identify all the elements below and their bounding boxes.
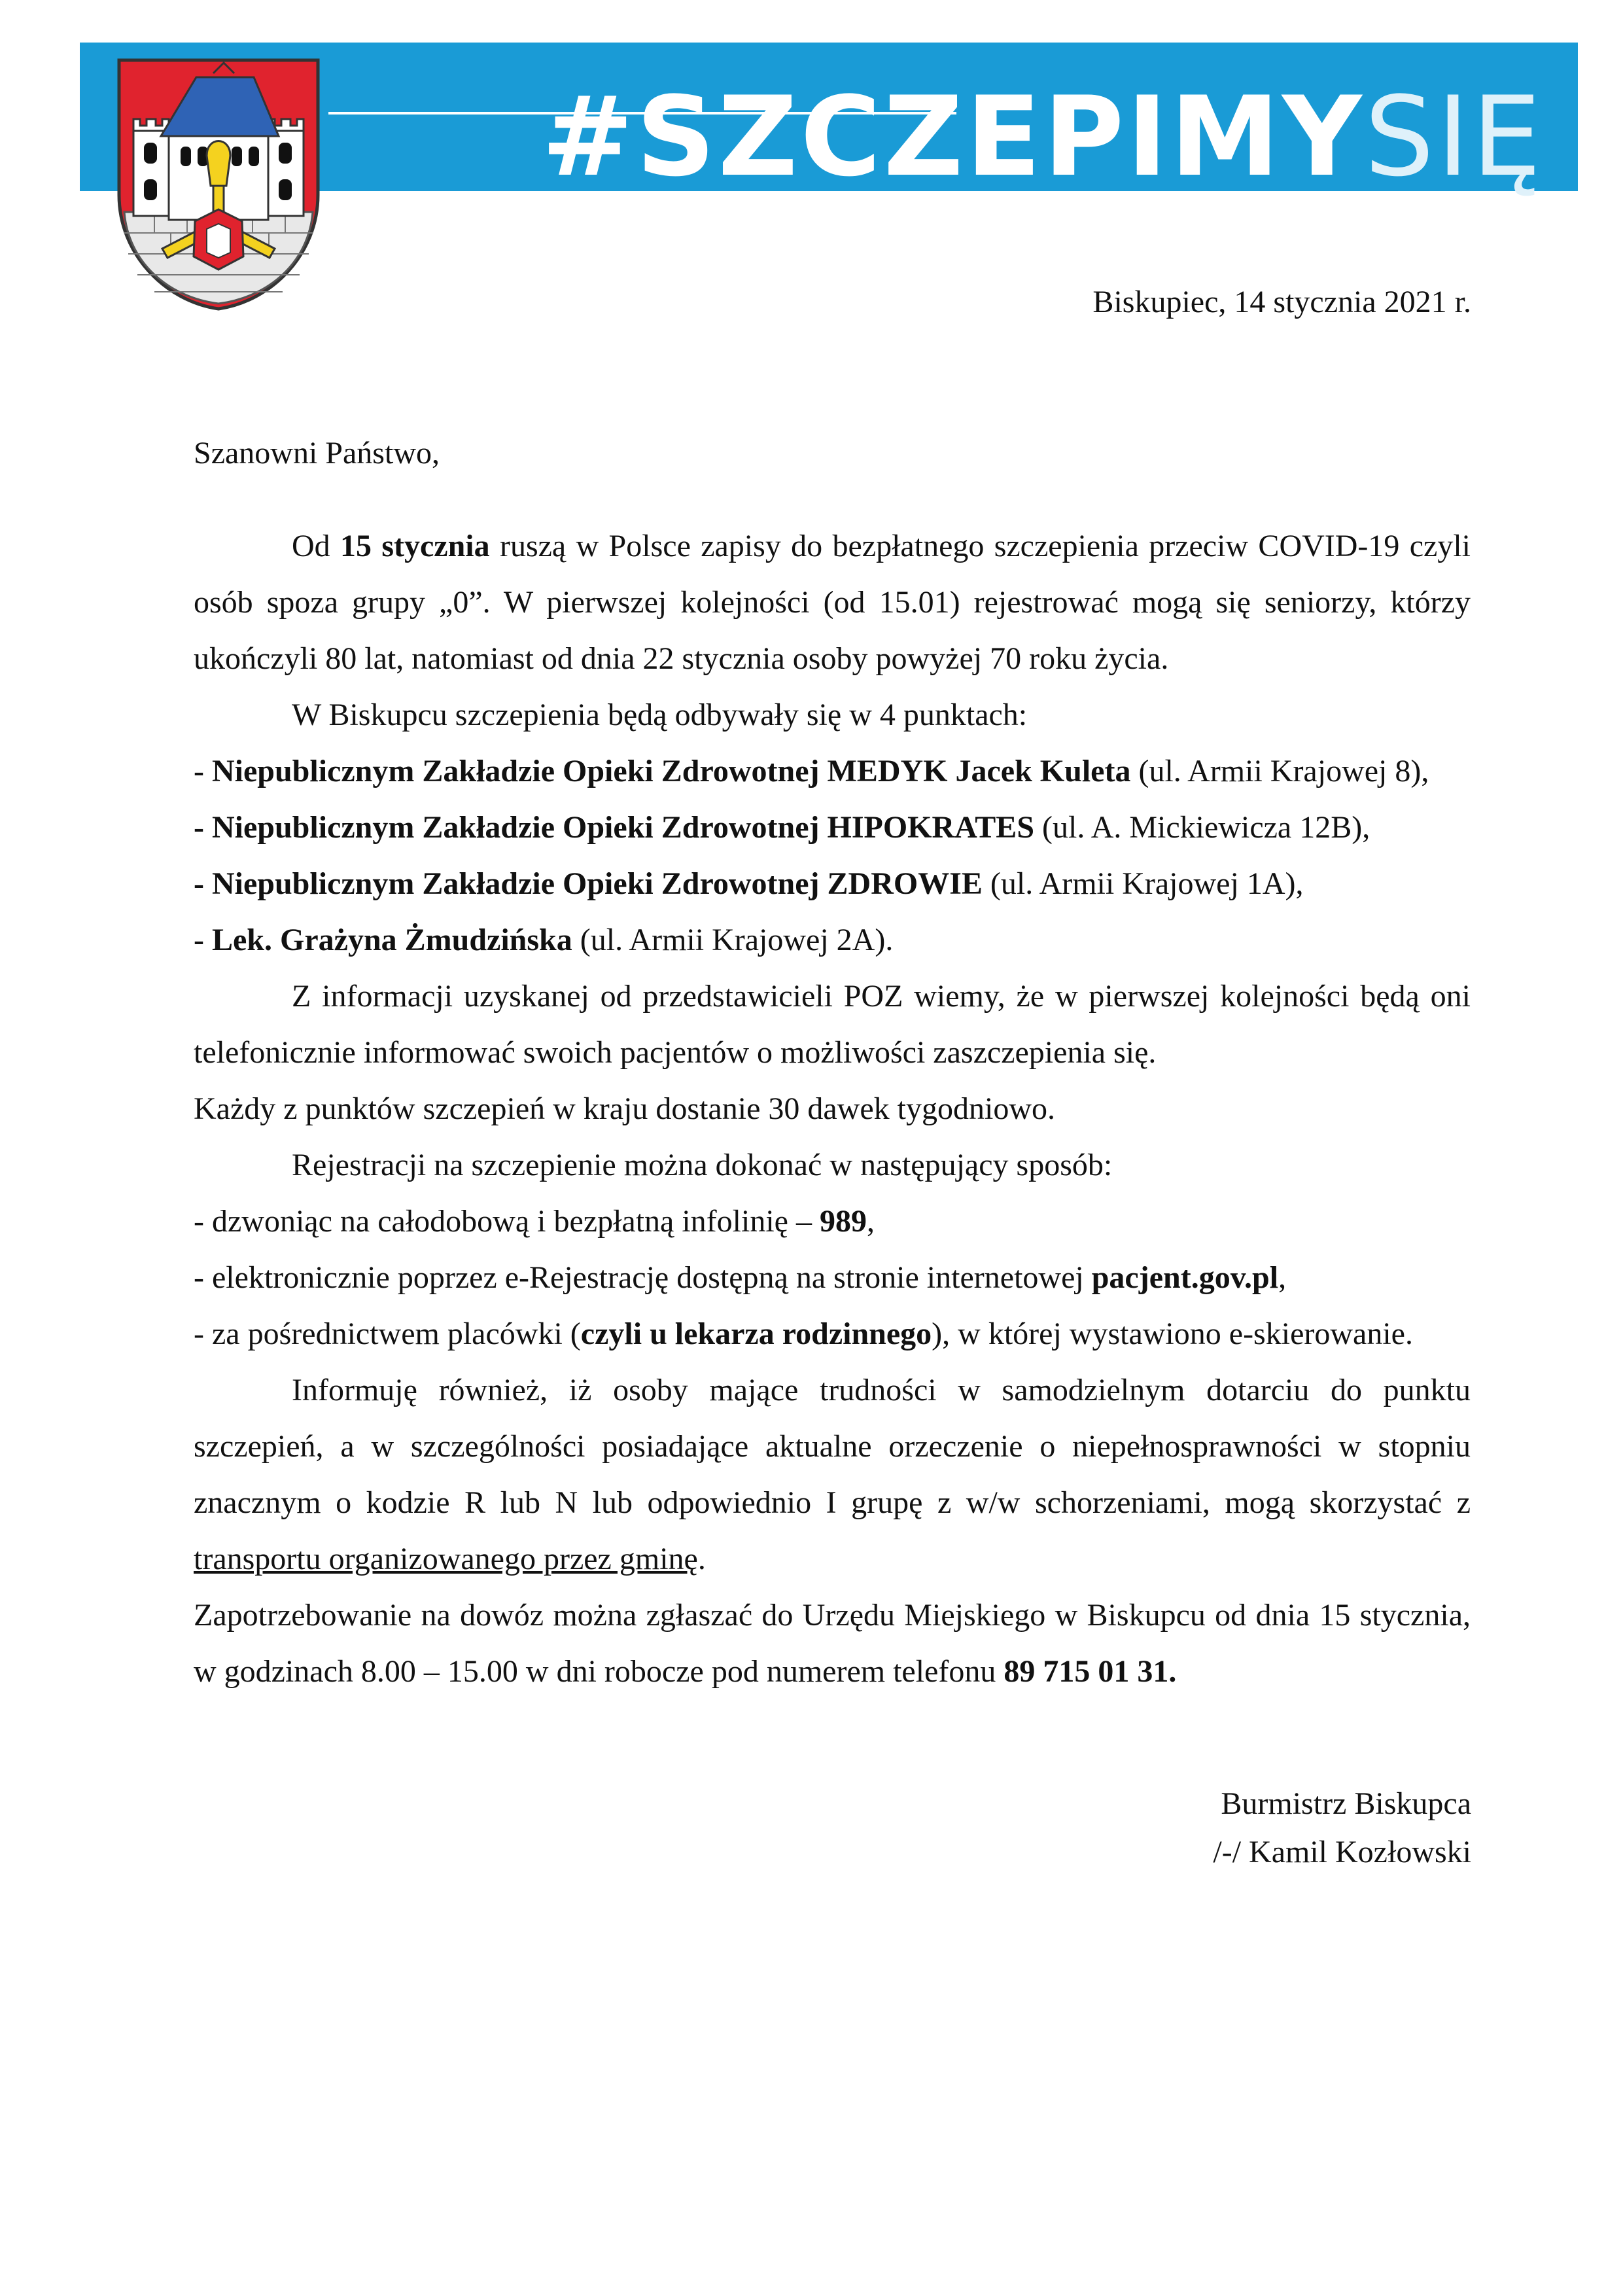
list-item: - Niepublicznym Zakładzie Opieki Zdrowotnej HIPOKRATES (ul. A. Mickiewicza 12B), xyxy=(194,810,1370,845)
list-item: - Niepublicznym Zakładzie Opieki Zdrowotnej MEDYK Jacek Kuleta (ul. Armii Krajowej 8), xyxy=(194,754,1429,788)
greeting: Szanowni Państwo, xyxy=(194,436,440,470)
paragraph-doses: Każdy z punktów szczepień w kraju dostanie 30 dawek tygodniowo. xyxy=(194,1091,1055,1126)
patient-portal-link: pacjent.gov.pl xyxy=(1091,1260,1279,1295)
hashtag-end: SIĘ xyxy=(1364,73,1544,201)
signature-name: /-/ Kamil Kozłowski xyxy=(1213,1835,1471,1869)
letter-body xyxy=(194,425,1471,1700)
campaign-hashtag xyxy=(541,73,1544,201)
paragraph-registration-start: Od 15 stycznia ruszą w Polsce zapisy do bezpłatnego szczepienia przeciw COVID-19 czyli osób spoza grupy „0”. W pierwszej kolejności (od 15.01) rejestrować mogą się seniorzy, którzy ukończyli 80 lat, natomiast od dnia 22 stycznia osoby powyżej 70 roku życia. xyxy=(194,529,1471,676)
signature-block xyxy=(1213,1780,1471,1877)
paragraph-points-intro: W Biskupcu szczepienia będą odbywały się w 4 punktach: xyxy=(292,698,1028,732)
letter-date: Biskupiec, 14 stycznia 2021 r. xyxy=(1092,285,1471,319)
paragraph-transport-request: Zapotrzebowanie na dowóz można zgłaszać do Urzędu Miejskiego w Biskupcu od dnia 15 stycznia, w godzinach 8.00 – 15.00 w dni robocze pod numerem telefonu 89 715 01 31. xyxy=(194,1598,1471,1689)
list-item: - dzwoniąc na całodobową i bezpłatną infolinię – 989, xyxy=(194,1204,875,1239)
phone-number: 89 715 01 31. xyxy=(1003,1654,1177,1689)
hashtag-main: #SZCZEPIMY xyxy=(541,73,1365,201)
list-item: - za pośrednictwem placówki (czyli u lekarza rodzinnego), w której wystawiono e-skierowanie. xyxy=(194,1316,1413,1351)
list-item: - elektronicznie poprzez e-Rejestrację dostępną na stronie internetowej pacjent.gov.pl, xyxy=(194,1260,1287,1295)
paragraph-transport: Informuję również, iż osoby mające trudności w samodzielnym dotarciu do punktu szczepień, a w szczególności posiadające aktualne orzeczenie o niepełnosprawności w stopniu znacznym o kodzie R lub N lub odpowiednio I grupę z w/w schorzeniami, mogą skorzystać z transportu organizowanego przez gminę. xyxy=(194,1373,1471,1576)
signature-title: Burmistrz Biskupca xyxy=(1221,1786,1471,1821)
coat-of-arms-icon xyxy=(115,58,322,311)
list-item: - Niepublicznym Zakładzie Opieki Zdrowotnej ZDROWIE (ul. Armii Krajowej 1A), xyxy=(194,866,1304,901)
transport-underlined: transportu organizowanego przez gminę xyxy=(194,1542,698,1576)
paragraph-registration-methods: Rejestracji na szczepienie można dokonać w następujący sposób: xyxy=(292,1148,1113,1182)
list-item: - Lek. Grażyna Żmudzińska (ul. Armii Krajowej 2A). xyxy=(194,923,894,957)
paragraph-poz-info: Z informacji uzyskanej od przedstawicieli POZ wiemy, że w pierwszej kolejności będą oni telefonicznie informować swoich pacjentów o możliwości zaszczepienia się. xyxy=(194,979,1471,1070)
